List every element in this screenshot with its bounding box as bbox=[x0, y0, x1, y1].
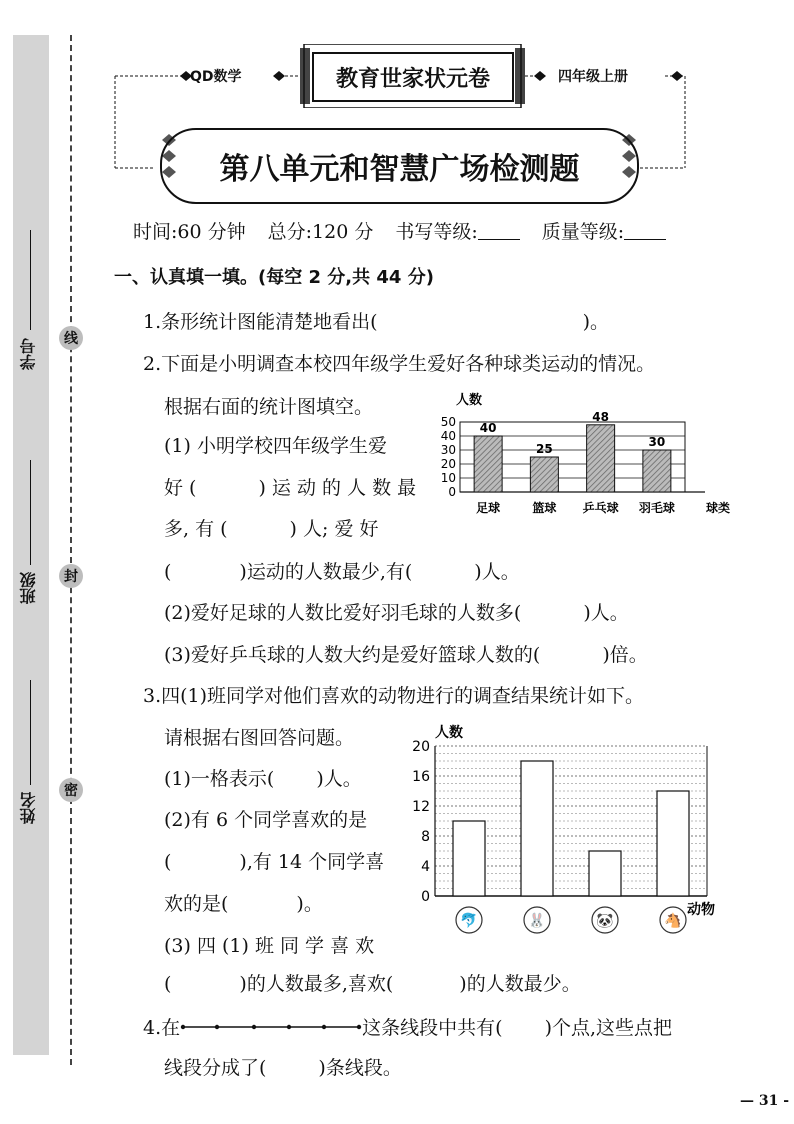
q2-p1d bbox=[164, 557, 520, 584]
grade-tag: 四年级上册 bbox=[558, 69, 628, 85]
binding-strip bbox=[13, 35, 49, 1055]
q2-p1b-text: ) 运 动 的 人 数 最 bbox=[258, 477, 417, 499]
writing-grade-blank[interactable] bbox=[478, 221, 520, 240]
x-tick-label: 足球 bbox=[476, 501, 501, 515]
page-number: — 31 - bbox=[740, 1093, 790, 1109]
animal-icon-glyph: 🐬 bbox=[460, 913, 478, 929]
cut-line bbox=[70, 35, 72, 1065]
q2-p1c-text: ) 人; 爱 好 bbox=[289, 518, 379, 540]
quality-grade-label: 质量等级: bbox=[541, 221, 625, 243]
q2-p1c bbox=[164, 514, 378, 541]
q4-line2-end: )条线段。 bbox=[318, 1057, 402, 1079]
seal-char-secret: 密 bbox=[59, 778, 83, 802]
y-tick-label: 0 bbox=[421, 889, 430, 905]
q3-p2b-open: ( bbox=[164, 851, 172, 873]
segment-figure bbox=[180, 1019, 362, 1035]
q3-p3b-end: )的人数最少。 bbox=[459, 973, 581, 995]
q2-p1c-open: 多, 有 ( bbox=[164, 518, 228, 540]
x-tick-label: 篮球 bbox=[532, 501, 557, 515]
q3-p2a: (2)有 6 个同学喜欢的是 bbox=[164, 809, 368, 831]
student-no-line bbox=[30, 230, 31, 330]
seal-char-seal: 封 bbox=[59, 564, 83, 588]
bar bbox=[589, 851, 621, 896]
y-tick-label: 20 bbox=[440, 457, 456, 471]
q2-p3-text: (3)爱好乒乓球的人数大约是爱好篮球人数的( bbox=[164, 644, 541, 666]
q2-intro: 下面是小明调查本校四年级学生爱好各种球类运动的情况。 bbox=[161, 353, 656, 375]
chart-animals bbox=[395, 718, 740, 943]
q2-p3 bbox=[164, 640, 648, 667]
bar bbox=[643, 450, 671, 492]
q2-p1d-open: ( bbox=[164, 561, 172, 583]
class-label: 班级 bbox=[19, 572, 38, 604]
y-tick-label: 10 bbox=[440, 471, 456, 485]
q2-line2: 根据右面的统计图填空。 bbox=[164, 396, 374, 418]
熊猫-icon bbox=[592, 907, 618, 933]
q3-p2c bbox=[164, 889, 323, 916]
q1 bbox=[143, 307, 609, 334]
x-axis-label: 球类 bbox=[705, 501, 730, 515]
name-line bbox=[30, 680, 31, 785]
q2-p1a: (1) 小明学校四年级学生爱 bbox=[164, 435, 387, 457]
data-label: 48 bbox=[592, 409, 609, 424]
q1-end: )。 bbox=[582, 311, 609, 333]
total-label: 总分:120 分 bbox=[267, 221, 374, 243]
兔子-icon bbox=[524, 907, 550, 933]
y-axis-label: 人数 bbox=[435, 725, 463, 741]
马-icon bbox=[660, 907, 686, 933]
q3-p2b-text: ),有 14 个同学喜 bbox=[239, 851, 385, 873]
bar bbox=[474, 436, 502, 492]
writing-grade-label: 书写等级: bbox=[395, 221, 478, 243]
q2-p1d-text: )运动的人数最少,有( bbox=[239, 561, 413, 583]
q3-p3b-open: ( bbox=[164, 973, 172, 995]
q3-p3b bbox=[164, 969, 581, 996]
quality-grade-blank[interactable] bbox=[624, 221, 666, 240]
q4-line2-text: 线段分成了( bbox=[164, 1057, 267, 1079]
q4-line1 bbox=[143, 1013, 672, 1040]
q3-line2: 请根据右图回答问题。 bbox=[164, 727, 355, 749]
q3-p1-text: (1)一格表示( bbox=[164, 768, 275, 790]
q4-pre: 在 bbox=[161, 1017, 181, 1039]
q3-p3b-text: )的人数最多,喜欢( bbox=[239, 973, 394, 995]
bar bbox=[453, 821, 485, 896]
q3-p2b bbox=[164, 847, 384, 874]
data-label: 25 bbox=[536, 442, 553, 456]
x-tick-label: 乒乓球 bbox=[582, 501, 619, 515]
seal-char-line: 线 bbox=[59, 326, 83, 350]
data-label: 40 bbox=[479, 421, 497, 435]
animal-icon-glyph: 🐼 bbox=[596, 913, 614, 929]
bar bbox=[530, 457, 558, 492]
exam-meta bbox=[133, 217, 666, 244]
q3-p2c-end: )。 bbox=[296, 893, 323, 915]
series-title: 教育世家状元卷 bbox=[312, 52, 514, 102]
q3-number: 3. bbox=[143, 685, 162, 707]
q2-line1 bbox=[143, 349, 655, 376]
q4-number: 4. bbox=[143, 1017, 162, 1039]
q2-p1b bbox=[164, 473, 416, 500]
q3-p2c-text: 欢的是( bbox=[164, 893, 229, 915]
q4-mid: 这条线段中共有( bbox=[362, 1017, 503, 1039]
y-tick-label: 30 bbox=[440, 443, 456, 457]
q2-p1b-open: 好 ( bbox=[164, 477, 197, 499]
q2-p2-end: )人。 bbox=[583, 602, 629, 624]
bar bbox=[587, 425, 615, 492]
y-tick-label: 16 bbox=[412, 769, 430, 785]
y-axis-label: 人数 bbox=[456, 393, 483, 408]
x-tick-label: 羽毛球 bbox=[638, 501, 675, 515]
section-heading: 一、认真填一填。(每空 2 分,共 44 分) bbox=[114, 267, 434, 288]
y-tick-label: 40 bbox=[440, 429, 456, 443]
q3-p3a: (3) 四 (1) 班 同 学 喜 欢 bbox=[164, 935, 375, 957]
q2-p3-end: )倍。 bbox=[602, 644, 648, 666]
bar bbox=[521, 761, 553, 896]
class-line bbox=[30, 460, 31, 565]
y-tick-label: 20 bbox=[412, 739, 430, 755]
subject-tag: QD数学 bbox=[190, 69, 242, 85]
q1-number: 1. bbox=[143, 311, 162, 333]
q3-intro: 四(1)班同学对他们喜欢的动物进行的调查结果统计如下。 bbox=[161, 685, 645, 707]
animal-icon-glyph: 🐴 bbox=[664, 913, 682, 929]
time-label: 时间:60 分钟 bbox=[133, 221, 246, 243]
q2-number: 2. bbox=[143, 353, 162, 375]
data-label: 30 bbox=[648, 435, 666, 449]
x-axis-label: 动物 bbox=[687, 902, 715, 918]
q4-mid2: )个点,这些点把 bbox=[544, 1017, 673, 1039]
series-scroll bbox=[300, 44, 525, 108]
student-no-label: 学号 bbox=[19, 338, 38, 370]
q3-p1-end: )人。 bbox=[316, 768, 362, 790]
海豚-icon bbox=[456, 907, 482, 933]
name-label: 姓名 bbox=[19, 792, 38, 824]
y-tick-label: 4 bbox=[421, 859, 430, 875]
q1-text: 条形统计图能清楚地看出( bbox=[161, 311, 378, 333]
q2-p2 bbox=[164, 598, 629, 625]
y-tick-label: 12 bbox=[412, 799, 430, 815]
q2-p1d-end: )人。 bbox=[474, 561, 520, 583]
page-title: 第八单元和智慧广场检测题 bbox=[160, 128, 639, 204]
y-tick-label: 0 bbox=[448, 485, 456, 499]
animal-icon-glyph: 🐰 bbox=[528, 913, 546, 929]
q2-p2-text: (2)爱好足球的人数比爱好羽毛球的人数多( bbox=[164, 602, 522, 624]
bar bbox=[657, 791, 689, 896]
q4-line2 bbox=[164, 1053, 402, 1080]
y-tick-label: 8 bbox=[421, 829, 430, 845]
q3-line1 bbox=[143, 681, 644, 708]
q3-p1 bbox=[164, 764, 362, 791]
y-tick-label: 50 bbox=[440, 415, 456, 429]
chart-ball-sports bbox=[420, 385, 730, 520]
